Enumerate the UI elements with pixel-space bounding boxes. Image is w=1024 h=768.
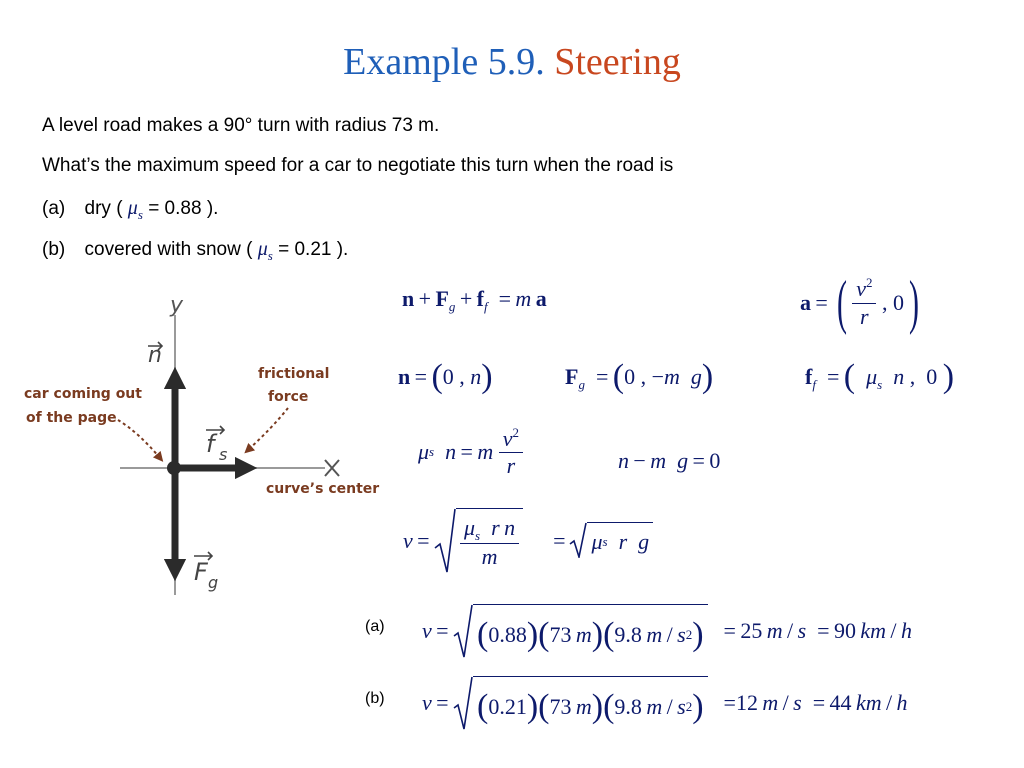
mu-s-symbol: $\mu_s$ <box>127 197 143 222</box>
y-axis-label: y <box>170 293 184 318</box>
eq-acceleration-vector: a = ( $\frac{v^2}{r}$ , 0 ) <box>800 269 919 335</box>
problem-line-2: What’s the maximum speed for a car to negotiate this turn when the road is <box>42 155 674 176</box>
part-a-text-post: = 0.88 ). <box>148 198 219 219</box>
friction-pointer-arrow <box>248 408 288 450</box>
svg-text:s: s <box>219 445 228 464</box>
friction-label-line-1: frictional <box>258 366 330 382</box>
answer-a-radius: 73 <box>549 621 572 647</box>
answer-a-speed-ms: 25 <box>740 618 763 643</box>
fg-vector-label <box>194 552 218 592</box>
eq-speed-general: v = $\frac{\mu_s r n}{m}$ = μ s r g <box>403 508 653 574</box>
mu-s-symbol: $\mu_s$ <box>257 238 273 263</box>
car-pointer-arrow <box>118 420 160 458</box>
title-highlight: Steering <box>554 41 681 83</box>
part-b-label: (b) <box>42 239 66 260</box>
slide-title <box>0 40 1024 84</box>
n-vector-label <box>148 342 162 368</box>
friction-label-line-2: force <box>268 389 309 405</box>
answer-b-g: 9.8 <box>614 693 642 719</box>
answer-b-mu: 0.21 <box>488 693 527 719</box>
eq-answer-b: v = ( 0.21 )( 73 m )( 9.8 m / s 2 ) = 12 m / s = 44 km / h <box>422 676 908 730</box>
svg-text:g: g <box>208 573 219 592</box>
answer-b-speed-ms: 12 <box>735 690 758 715</box>
eq-vertical-component: n − m g = 0 <box>618 448 721 473</box>
svg-text:f: f <box>206 430 215 458</box>
car-dot <box>167 461 181 475</box>
car-label-line-1: car coming out <box>24 386 142 402</box>
problem-part-a <box>42 197 218 223</box>
eq-normal-vector: n = (0 , n) <box>398 358 493 395</box>
eq-newton-second-law: $n + F_g + f_f = m$ a <box>402 286 547 314</box>
answer-a-speed-kmh: 90 <box>833 618 856 643</box>
eq-answer-a: v = ( 0.88 )( 73 m )( 9.8 m / s 2 ) = 25 m / s = 90 km / h <box>422 604 912 658</box>
part-b-text-pre: covered with snow ( <box>84 239 253 260</box>
answer-b-radius: 73 <box>549 693 572 719</box>
car-label-line-2: of the page <box>26 410 117 426</box>
eq-radial-component: μ s n = m $\frac{v^2}{r}$ <box>418 425 523 480</box>
svg-text:F: F <box>194 558 208 586</box>
part-a-label: (a) <box>42 198 66 219</box>
eq-gravity-vector: $F_g = (0$ , −m g) <box>565 358 714 395</box>
part-a-text-pre: dry ( <box>84 198 123 219</box>
part-b-text-post: = 0.21 ). <box>278 239 349 260</box>
free-body-diagram <box>20 290 390 600</box>
x-axis-cross-icon <box>325 460 339 476</box>
answer-b-label: (b) <box>365 690 385 707</box>
curve-center-label: curve’s center <box>266 481 380 497</box>
answer-a-label: (a) <box>365 618 385 635</box>
title-main: Example 5.9. <box>343 41 545 83</box>
answer-a-g: 9.8 <box>614 621 642 647</box>
answer-a-mu: 0.88 <box>488 621 527 647</box>
fs-vector-label <box>206 426 227 464</box>
svg-text:n: n <box>148 343 162 368</box>
eq-friction-vector: $f_f$ = ( $\mu_s$ n , 0 ) <box>805 358 955 395</box>
answer-b-speed-kmh: 44 <box>829 690 852 715</box>
problem-part-b <box>42 238 348 264</box>
problem-line-1: A level road makes a 90° turn with radius 73 m. <box>42 115 440 136</box>
